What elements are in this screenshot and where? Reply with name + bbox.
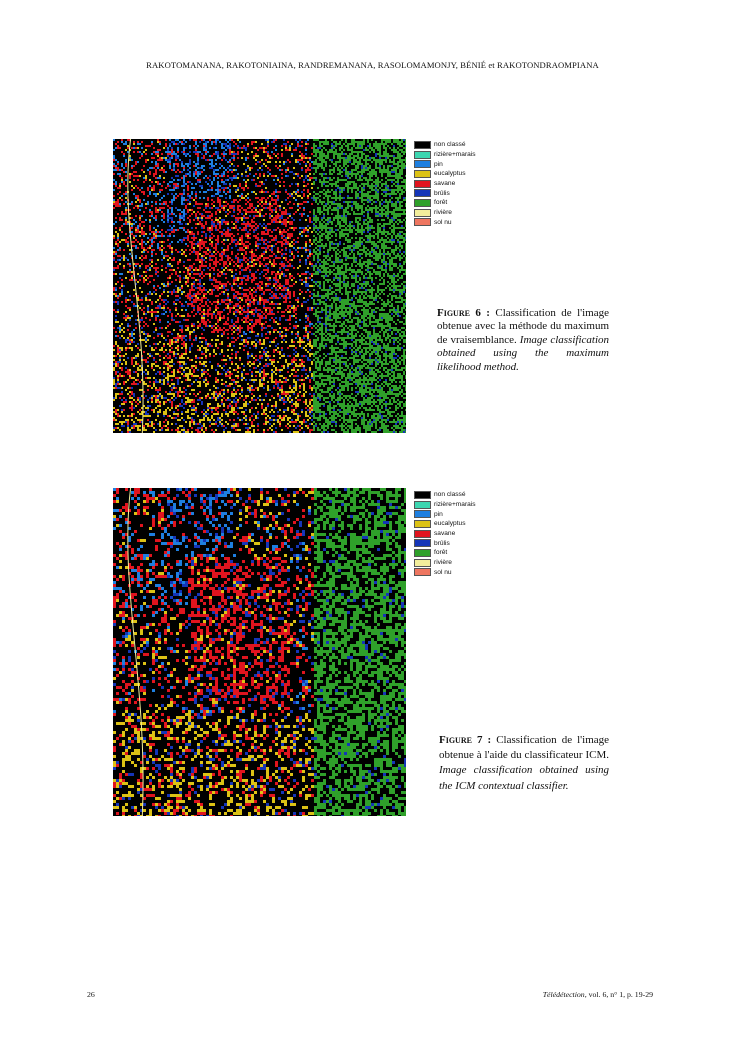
legend-swatch (414, 549, 431, 557)
legend-swatch (414, 160, 431, 168)
legend-label: rizière+marais (434, 151, 476, 159)
legend-item (414, 490, 476, 500)
legend-item (414, 140, 476, 150)
figure-7-caption-en: Image classification obtained using the ICM contextual classifier. (439, 764, 609, 792)
legend-swatch (414, 141, 431, 149)
legend-item (414, 188, 476, 198)
legend-item (414, 509, 476, 519)
legend-item (414, 529, 476, 539)
legend-label: savane (434, 180, 456, 188)
legend-item (414, 159, 476, 169)
legend-swatch (414, 199, 431, 207)
legend-swatch (414, 189, 431, 197)
legend-swatch (414, 180, 431, 188)
legend-swatch (414, 530, 431, 538)
figure-6-caption-fr: Classification de l'image obtenue avec la méthode du maximum de vraisemblance. (437, 307, 609, 346)
page-number: 26 (87, 990, 95, 999)
legend-swatch (414, 539, 431, 547)
legend-label: brûlis (434, 189, 450, 197)
legend-item (414, 150, 476, 160)
classification-raster (113, 488, 406, 816)
legend-item (414, 169, 476, 179)
legend-label: pin (434, 160, 443, 168)
legend-swatch (414, 209, 431, 217)
legend-label: rizière+marais (434, 501, 476, 509)
figure-6-legend (414, 140, 476, 227)
figure-6-label: Figure 6 : (437, 307, 490, 319)
legend-label: sol nu (434, 218, 452, 226)
legend-label: non classé (434, 141, 466, 149)
legend-label: forêt (434, 199, 448, 207)
classification-raster (113, 139, 406, 433)
legend-item (414, 218, 476, 228)
figure-7-label: Figure 7 : (439, 734, 492, 746)
legend-label: forêt (434, 549, 448, 557)
legend-item (414, 208, 476, 218)
legend-label: brûlis (434, 539, 450, 547)
figure-7-classification-map (113, 488, 406, 816)
legend-label: pin (434, 510, 443, 518)
journal-reference (543, 990, 653, 999)
legend-item (414, 179, 476, 189)
legend-item (414, 568, 476, 578)
legend-item (414, 519, 476, 529)
legend-label: rivière (434, 209, 452, 217)
legend-label: non classé (434, 491, 466, 499)
figure-6-classification-map (113, 139, 406, 433)
legend-swatch (414, 501, 431, 509)
legend-swatch (414, 170, 431, 178)
legend-swatch (414, 510, 431, 518)
figure-6-caption-en: Image classification obtained using the maximum likelihood method. (437, 333, 609, 373)
legend-label: sol nu (434, 568, 452, 576)
legend-swatch (414, 568, 431, 576)
journal-volume: , vol. 6, n° 1, p. 19-29 (584, 990, 653, 999)
legend-label: eucalyptus (434, 520, 466, 528)
legend-item (414, 548, 476, 558)
legend-label: eucalyptus (434, 170, 466, 178)
legend-item (414, 198, 476, 208)
legend-swatch (414, 520, 431, 528)
legend-item (414, 500, 476, 510)
legend-item (414, 558, 476, 568)
figure-7-legend (414, 490, 476, 577)
legend-swatch (414, 491, 431, 499)
legend-label: savane (434, 530, 456, 538)
journal-name: Télédétection (542, 990, 585, 999)
running-head-authors: RAKOTOMANANA, RAKOTONIAINA, RANDREMANANA, RASOLOMAMONJY, BÉNIÉ et RAKOTONDRAOMPIANA (146, 60, 599, 70)
legend-item (414, 538, 476, 548)
figure-7-caption-fr: Classification de l'image obtenue à l'aide du classificateur ICM. (439, 734, 610, 762)
legend-swatch (414, 559, 431, 567)
legend-swatch (414, 151, 431, 159)
figure-6-caption (437, 307, 609, 374)
legend-label: rivière (434, 559, 452, 567)
figure-7-caption (439, 733, 609, 794)
legend-swatch (414, 218, 431, 226)
